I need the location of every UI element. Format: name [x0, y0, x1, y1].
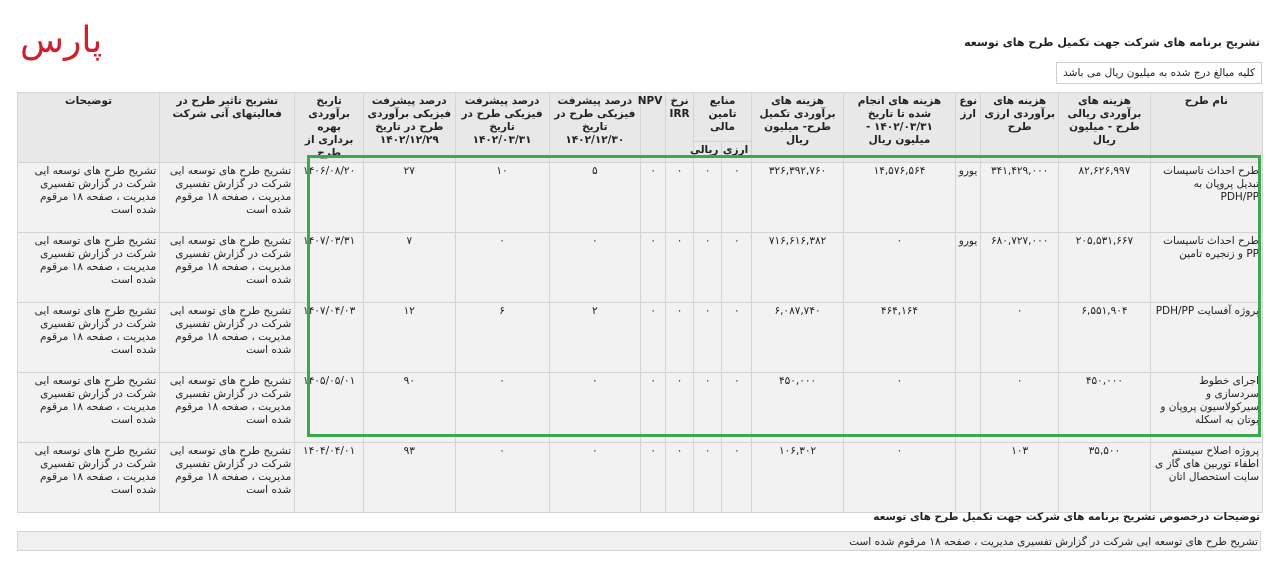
impact-text: تشریح طرح های توسعه ایی شرکت در گزارش تفسیری مدیریت ، صفحه ۱۸ مرقوم شده است: [160, 163, 295, 233]
progress-3: ۹۳: [363, 443, 455, 513]
progress-3: ۲۷: [363, 163, 455, 233]
funding-fx: ۰: [722, 163, 752, 233]
description-text: تشریح طرح های توسعه ایی شرکت در گزارش تفسیری مدیریت ، صفحه ۱۸ مرقوم شده است: [18, 373, 160, 443]
progress-2: ۱۰: [455, 163, 549, 233]
header-progress-3: درصد پیشرفت فیزیکی برآوردی طرح در تاریخ ۱۴۰۲/۱۲/۲۹: [363, 93, 455, 163]
irr-value: ۰: [666, 373, 693, 443]
plan-name: پروژه اصلاح سیستم اطفاء توربین های گاز ی سایت استحصال اتان: [1150, 443, 1262, 513]
completion-cost: ۱۰۶,۳۰۲: [752, 443, 844, 513]
completion-cost: ۷۱۶,۶۱۶,۳۸۲: [752, 233, 844, 303]
npv-value: ۰: [641, 163, 666, 233]
header-funding: منابع تامین مالی: [693, 93, 751, 142]
fx-cost: ۱۰۳: [981, 443, 1059, 513]
description-text: تشریح طرح های توسعه ایی شرکت در گزارش تفسیری مدیریت ، صفحه ۱۸ مرقوم شده است: [18, 303, 160, 373]
npv-value: ۰: [641, 303, 666, 373]
header-progress-1: درصد پیشرفت فیزیکی طرح در تاریخ ۱۴۰۲/۱۲/۳۰: [549, 93, 641, 163]
progress-3: ۱۲: [363, 303, 455, 373]
progress-2: ۰: [455, 373, 549, 443]
progress-2: ۰: [455, 443, 549, 513]
npv-value: ۰: [641, 373, 666, 443]
impact-text: تشریح طرح های توسعه ایی شرکت در گزارش تفسیری مدیریت ، صفحه ۱۸ مرقوم شده است: [160, 303, 295, 373]
funding-fx: ۰: [722, 373, 752, 443]
npv-value: ۰: [641, 233, 666, 303]
progress-3: ۷: [363, 233, 455, 303]
impact-text: تشریح طرح های توسعه ایی شرکت در گزارش تفسیری مدیریت ، صفحه ۱۸ مرقوم شده است: [160, 443, 295, 513]
funding-fx: ۰: [722, 233, 752, 303]
completion-cost: ۶,۰۸۷,۷۴۰: [752, 303, 844, 373]
spent-cost: ۱۴,۵۷۶,۵۶۴: [843, 163, 955, 233]
funding-rial: ۰: [693, 303, 722, 373]
header-irr: نرخ IRR: [666, 93, 693, 163]
table-row: [18, 163, 1263, 233]
operation-date: ۱۴۰۶/۰۸/۲۰: [295, 163, 364, 233]
plan-name: طرح احداث تاسیسات تبدیل پروپان به PDH/PP: [1150, 163, 1262, 233]
irr-value: ۰: [666, 163, 693, 233]
spent-cost: ۴۶۴,۱۶۴: [843, 303, 955, 373]
company-logo: پارس: [20, 20, 103, 61]
progress-2: ۰: [455, 233, 549, 303]
irr-value: ۰: [666, 233, 693, 303]
spent-cost: ۰: [843, 373, 955, 443]
fx-type: [956, 443, 981, 513]
rial-cost: ۴۵۰,۰۰۰: [1059, 373, 1151, 443]
irr-value: ۰: [666, 443, 693, 513]
progress-2: ۶: [455, 303, 549, 373]
header-fx-cost: هزینه های برآوردی ارزی طرح: [981, 93, 1059, 163]
fx-cost: ۶۸۰,۷۲۷,۰۰۰: [981, 233, 1059, 303]
header-description: توضیحات: [18, 93, 160, 163]
development-plans-table: [17, 92, 1263, 513]
progress-1: ۰: [549, 233, 641, 303]
fx-type: [956, 303, 981, 373]
header-npv: NPV: [641, 93, 666, 163]
table-row: [18, 443, 1263, 513]
progress-1: ۰: [549, 443, 641, 513]
impact-text: تشریح طرح های توسعه ایی شرکت در گزارش تفسیری مدیریت ، صفحه ۱۸ مرقوم شده است: [160, 233, 295, 303]
header-spent: هزینه های انجام شده تا تاریخ ۱۴۰۲/۰۳/۳۱ - میلیون ریال: [843, 93, 955, 163]
unit-note: کلیه مبالغ درج شده به میلیون ریال می باشد: [1056, 62, 1262, 84]
fx-type: یورو: [956, 233, 981, 303]
table-row: [18, 233, 1263, 303]
rial-cost: ۳۵,۵۰۰: [1059, 443, 1151, 513]
funding-rial: ۰: [693, 163, 722, 233]
description-text: تشریح طرح های توسعه ایی شرکت در گزارش تفسیری مدیریت ، صفحه ۱۸ مرقوم شده است: [18, 443, 160, 513]
header-rial-cost: هزینه های برآوردی ریالی طرح - میلیون ریال: [1059, 93, 1151, 163]
header-completion: هزینه های برآوردی تکمیل طرح- میلیون ریال: [752, 93, 844, 163]
notes-text: تشریح طرح های توسعه ایی شرکت در گزارش تفسیری مدیریت ، صفحه ۱۸ مرقوم شده است: [17, 531, 1261, 551]
header-fx-type: نوع ارز: [956, 93, 981, 163]
progress-3: ۹۰: [363, 373, 455, 443]
header-funding-rial: ریالی: [693, 141, 722, 162]
rial-cost: ۸۲,۶۲۶,۹۹۷: [1059, 163, 1151, 233]
header-progress-2: درصد پیشرفت فیزیکی طرح در تاریخ ۱۴۰۲/۰۳/۳۱: [455, 93, 549, 163]
plan-name: طرح احداث تاسیسات PP و زنجیره تامین: [1150, 233, 1262, 303]
funding-rial: ۰: [693, 233, 722, 303]
header-funding-fx: ارزی: [722, 141, 752, 162]
progress-1: ۰: [549, 373, 641, 443]
header-name: نام طرح: [1150, 93, 1262, 163]
impact-text: تشریح طرح های توسعه ایی شرکت در گزارش تفسیری مدیریت ، صفحه ۱۸ مرقوم شده است: [160, 373, 295, 443]
operation-date: ۱۴۰۷/۰۳/۳۱: [295, 233, 364, 303]
funding-fx: ۰: [722, 303, 752, 373]
funding-rial: ۰: [693, 373, 722, 443]
completion-cost: ۳۲۶,۳۹۲,۷۶۰: [752, 163, 844, 233]
rial-cost: ۶,۵۵۱,۹۰۴: [1059, 303, 1151, 373]
plan-name: پروژه آفسایت PDH/PP: [1150, 303, 1262, 373]
operation-date: ۱۴۰۴/۰۴/۰۱: [295, 443, 364, 513]
description-text: تشریح طرح های توسعه ایی شرکت در گزارش تفسیری مدیریت ، صفحه ۱۸ مرقوم شده است: [18, 163, 160, 233]
description-text: تشریح طرح های توسعه ایی شرکت در گزارش تفسیری مدیریت ، صفحه ۱۸ مرقوم شده است: [18, 233, 160, 303]
funding-rial: ۰: [693, 443, 722, 513]
irr-value: ۰: [666, 303, 693, 373]
funding-fx: ۰: [722, 443, 752, 513]
spent-cost: ۰: [843, 443, 955, 513]
completion-cost: ۴۵۰,۰۰۰: [752, 373, 844, 443]
rial-cost: ۲۰۵,۵۳۱,۶۶۷: [1059, 233, 1151, 303]
progress-1: ۵: [549, 163, 641, 233]
operation-date: ۱۴۰۵/۰۵/۰۱: [295, 373, 364, 443]
operation-date: ۱۴۰۷/۰۴/۰۳: [295, 303, 364, 373]
progress-1: ۲: [549, 303, 641, 373]
notes-title: توضیحات درخصوص تشریح برنامه های شرکت جهت تکمیل طرح های توسعه: [873, 511, 1260, 523]
npv-value: ۰: [641, 443, 666, 513]
fx-cost: ۰: [981, 303, 1059, 373]
page-title: تشریح برنامه های شرکت جهت تکمیل طرح های توسعه: [964, 36, 1260, 49]
table-row: [18, 373, 1263, 443]
header-impact: تشریح تاثیر طرح در فعالیتهای آتی شرکت: [160, 93, 295, 163]
spent-cost: ۰: [843, 233, 955, 303]
fx-cost: ۰: [981, 373, 1059, 443]
plan-name: اجرای خطوط سردسازی و سیرکولاسیون پروپان و بوتان به اسکله: [1150, 373, 1262, 443]
table-row: [18, 303, 1263, 373]
header-operation-date: تاریخ برآوردی بهره برداری از طرح: [295, 93, 364, 163]
fx-type: [956, 373, 981, 443]
fx-cost: ۳۴۱,۴۲۹,۰۰۰: [981, 163, 1059, 233]
fx-type: یورو: [956, 163, 981, 233]
